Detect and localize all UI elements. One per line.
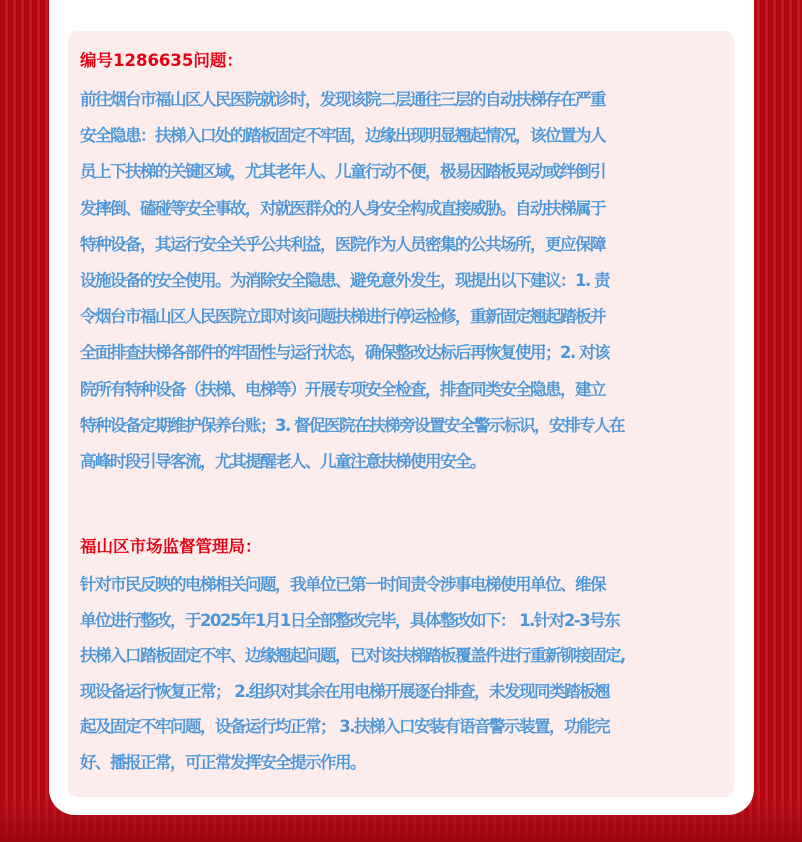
question-line: 安全隐患：扶梯入口处的踏板固定不牢固，边缘出现明显翘起情况，该位置为人 bbox=[80, 126, 605, 146]
question-line: 特种设备定期维护保养台账；3. 督促医院在扶梯旁设置安全警示标识，安排专人在 bbox=[80, 415, 624, 435]
reply-body bbox=[80, 567, 740, 781]
question-line: 高峰时段引导客流，尤其提醒老人、儿童注意扶梯使用安全。 bbox=[80, 452, 485, 472]
reply-line: 单位进行整改，于2025年1月1日全部整改完毕，具体整改如下： 1.针对2-3号东 bbox=[80, 610, 620, 630]
question-line: 全面排查扶梯各部件的牢固性与运行状态，确保整改达标后再恢复使用；2. 对该 bbox=[80, 343, 609, 363]
reply-section bbox=[80, 533, 740, 781]
question-line: 特种设备，其运行安全关乎公共利益，医院作为人员密集的公共场所，更应保障 bbox=[80, 234, 605, 254]
reply-line: 扶梯入口踏板固定不牢、边缘翘起问题，已对该扶梯踏板覆盖件进行重新铆接固定, bbox=[80, 646, 625, 666]
question-body bbox=[80, 82, 740, 480]
reply-line: 好、播报正常，可正常发挥安全提示作用。 bbox=[80, 752, 365, 772]
reply-heading: 福山区市场监督管理局： bbox=[80, 537, 262, 556]
reply-line: 起及固定不牢问题，设备运行均正常； 3.扶梯入口安装有语音警示装置，功能完 bbox=[80, 717, 609, 737]
reply-line: 针对市民反映的电梯相关问题，我单位已第一时间责令涉事电梯使用单位、维保 bbox=[80, 575, 605, 594]
question-line: 院所有特种设备（扶梯、电梯等）开展专项安全检查，排查同类安全隐患，建立 bbox=[80, 379, 605, 399]
question-line: 设施设备的安全使用。为消除安全隐患、避免意外发生，现提出以下建议：1. 责 bbox=[80, 271, 609, 291]
question-heading: 编号1286635问题： bbox=[80, 51, 243, 70]
question-line: 令烟台市福山区人民医院立即对该问题扶梯进行停运检修，重新固定翘起踏板并 bbox=[80, 307, 605, 327]
question-section bbox=[80, 47, 740, 480]
reply-line: 现设备运行恢复正常； 2.组织对其余在用电梯开展逐台排查，未发现同类踏板翘 bbox=[80, 681, 609, 701]
question-line: 前往烟台市福山区人民医院就诊时，发现该院二层通往三层的自动扶梯存在严重 bbox=[80, 90, 605, 109]
question-line: 员上下扶梯的关键区域，尤其老年人、儿童行动不便，极易因踏板晃动或绊倒引 bbox=[80, 162, 605, 182]
question-line: 发摔倒、磕碰等安全事故，对就医群众的人身安全构成直接威胁。自动扶梯属于 bbox=[80, 198, 605, 218]
